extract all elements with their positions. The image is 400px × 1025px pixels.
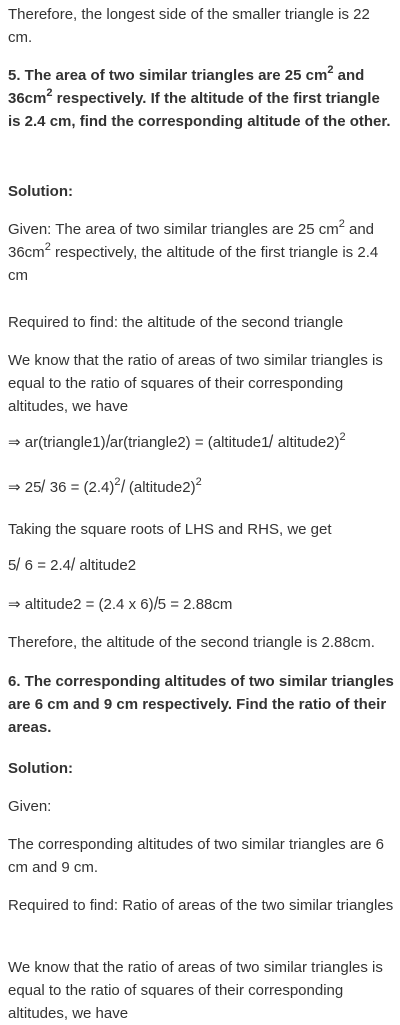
solution-heading-6: Solution: xyxy=(8,760,73,777)
implies-arrow: ⇒ xyxy=(8,479,21,496)
fraction-slash: / xyxy=(153,594,158,615)
equation-4-part-b: 5 = 2.88cm xyxy=(157,596,233,613)
equation-4-part-a: altitude2 = (2.4 x 6) xyxy=(20,596,154,613)
equation-1 xyxy=(8,431,394,454)
fraction-slash: / xyxy=(120,477,125,498)
equation-3-part-a: 5 xyxy=(8,557,17,574)
equation-2-part-c: (altitude2) xyxy=(124,479,196,496)
equation-3-part-c: altitude2 xyxy=(75,557,137,574)
given-5-part-a: Given: The area of two similar triangles are 25 cm xyxy=(8,221,339,238)
paragraph-conclusion-previous: Therefore, the longest side of the smaller triangle is 22 cm. xyxy=(8,6,370,46)
superscript: 2 xyxy=(338,218,345,230)
equation-2 xyxy=(8,476,394,499)
fraction-slash: / xyxy=(269,432,274,453)
superscript: 2 xyxy=(339,431,346,443)
question-5-part-a: 5. The area of two similar triangles are 25 cm xyxy=(8,67,328,84)
equation-4 xyxy=(8,593,394,616)
question-5-part-c: respectively. If the altitude of the first triangle is 2.4 cm, find the corresponding altitude of the other. xyxy=(8,90,391,130)
square-roots-statement: Taking the square roots of LHS and RHS, we get xyxy=(8,521,332,538)
equation-3-part-b: 6 = 2.4 xyxy=(20,557,71,574)
equation-1-part-a: ar(triangle1) xyxy=(20,434,106,451)
fraction-slash: / xyxy=(70,555,76,576)
superscript: 2 xyxy=(46,87,53,99)
given-5-part-b: and 36cm xyxy=(8,221,375,261)
given-5 xyxy=(8,218,394,287)
fraction-slash: / xyxy=(105,432,110,453)
ratio-statement-6: We know that the ratio of areas of two similar triangles is equal to the ratio of squares of their corresponding altitudes, we have xyxy=(8,959,383,1022)
question-5-part-b: and 36cm xyxy=(8,67,365,107)
equation-2-part-b: 36 = (2.4) xyxy=(45,479,115,496)
superscript: 2 xyxy=(114,476,121,488)
fraction-slash: / xyxy=(16,555,21,576)
implies-arrow: ⇒ xyxy=(8,596,21,613)
superscript: 2 xyxy=(44,241,51,253)
given-6: The corresponding altitudes of two similar triangles are 6 cm and 9 cm. xyxy=(8,836,385,876)
implies-arrow: ⇒ xyxy=(8,434,21,451)
superscript: 2 xyxy=(195,476,202,488)
given-6-label: Given: xyxy=(8,798,52,815)
required-6: Required to find: Ratio of areas of the two similar triangles xyxy=(8,897,394,914)
equation-2-part-a: 25 xyxy=(20,479,42,496)
equation-1-part-c: altitude2) xyxy=(273,434,340,451)
question-5 xyxy=(8,64,394,133)
conclusion-5: Therefore, the altitude of the second triangle is 2.88cm. xyxy=(8,634,375,651)
fraction-slash: / xyxy=(41,477,46,498)
equation-3 xyxy=(8,554,394,577)
given-5-part-c: respectively, the altitude of the first triangle is 2.4 cm xyxy=(8,244,379,284)
question-6: 6. The corresponding altitudes of two similar triangles are 6 cm and 9 cm respectively. Find the ratio of their areas. xyxy=(8,673,394,736)
solution-heading-5: Solution: xyxy=(8,183,73,200)
equation-1-part-b: ar(triangle2) = (altitude1 xyxy=(109,434,270,451)
superscript: 2 xyxy=(327,64,334,76)
required-5: Required to find: the altitude of the second triangle xyxy=(8,314,344,331)
ratio-statement-5: We know that the ratio of areas of two similar triangles is equal to the ratio of squares of their corresponding altitudes, we have xyxy=(8,352,383,415)
